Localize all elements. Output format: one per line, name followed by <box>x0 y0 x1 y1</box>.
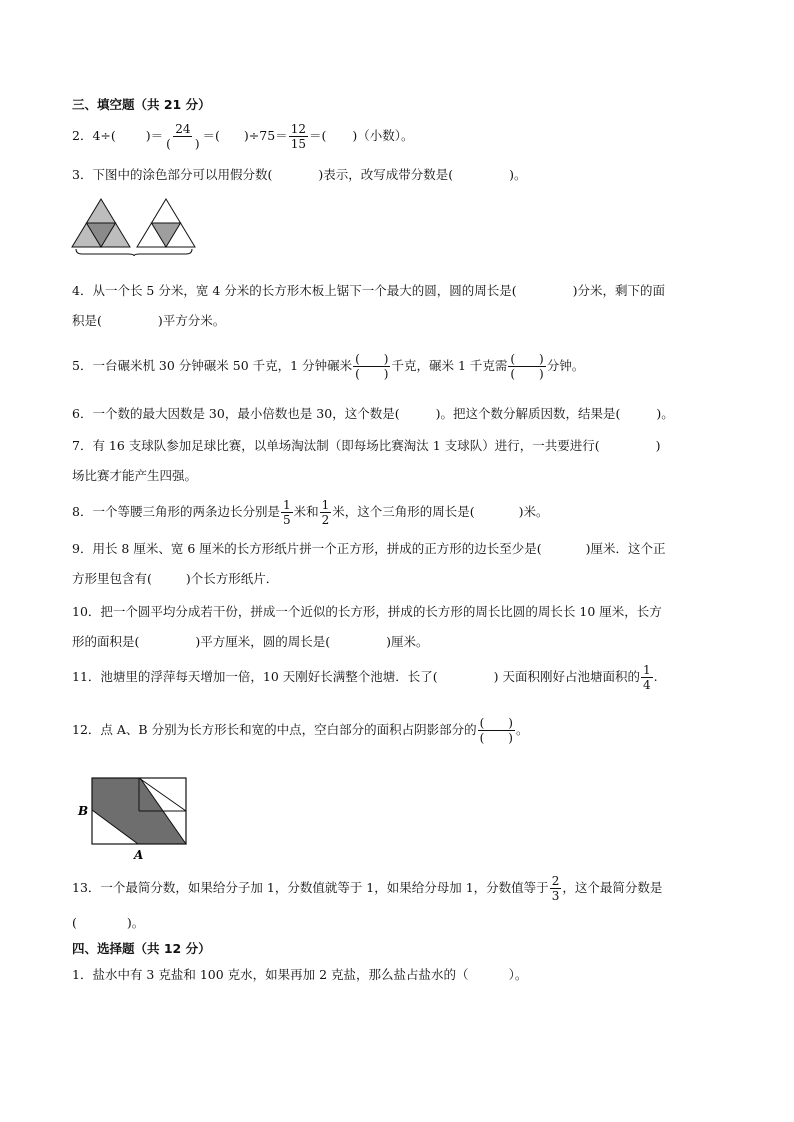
q5-b: 千克，碾米 1 千克需 <box>391 358 508 373</box>
s4q1-text: 1．盐水中有 3 克盐和 100 克水，如果再加 2 克盐，那么盐占盐水的（ <box>72 967 469 982</box>
q7-line1: 7．有 16 支球队参加足球比赛，以单场淘汰制（即每场比赛淘汰 1 支球队）进行，一共要进行( <box>72 438 600 453</box>
question-7-line-2 <box>72 467 197 485</box>
q13-fraction-den: 3 <box>551 889 560 903</box>
q9-line1: 9．用长 8 厘米、宽 6 厘米的长方形纸片拼一个正方形，拼成的正方形的边长至少是( <box>72 541 542 556</box>
q4-line2: 积是( <box>72 313 102 328</box>
q8-fraction-1-num: 1 <box>282 498 291 512</box>
q12-fraction-den: ( ) <box>479 731 513 745</box>
brace <box>76 249 192 256</box>
q4-line2b: )平方分米。 <box>157 313 226 328</box>
q8-fraction-1-den: 5 <box>282 513 291 527</box>
q5-fraction-1-num: ( ) <box>355 352 389 366</box>
question-9-line-2 <box>72 570 278 588</box>
question-11 <box>72 659 658 695</box>
q3-triangles-figure <box>70 195 202 257</box>
q3-text: 3．下图中的涂色部分可以用假分数( <box>72 167 273 182</box>
q11-c: . <box>653 669 658 684</box>
q5-fraction-2-den: ( ) <box>510 367 544 381</box>
q2-number: 2． <box>72 128 93 143</box>
q8-fraction-2-num: 1 <box>321 498 330 512</box>
q2-part5: ＝( <box>308 128 327 143</box>
question-12 <box>72 712 528 748</box>
question-2 <box>72 118 414 154</box>
q10-line2b: )平方厘米，圆的周长是( <box>195 634 331 649</box>
q2-part3: ＝( <box>202 128 220 143</box>
question-10-line-2 <box>72 633 429 651</box>
triangle-2 <box>137 199 195 247</box>
question-13-line-1 <box>72 870 662 906</box>
q4-line1: 4．从一个长 5 分米，宽 4 分米的长方形木板上锯下一个最大的圆，圆的周长是( <box>72 283 517 298</box>
q11-a: 11．池塘里的浮萍每天增加一倍，10 天刚好长满整个池塘．长了( <box>72 669 438 684</box>
q6-b: )。把这个数分解质因数，结果是( <box>435 406 621 421</box>
q10-line2c: )厘米。 <box>386 634 429 649</box>
q3-mid: )表示，改写成带分数是( <box>318 167 454 182</box>
q5-fraction-2-num: ( ) <box>510 352 544 366</box>
q6-c: )。 <box>656 406 674 421</box>
q6-a: 6．一个数的最大因数是 30，最小倍数也是 30，这个数是( <box>72 406 400 421</box>
question-5 <box>72 348 584 384</box>
q5-fraction-2 <box>508 352 545 381</box>
q4-line1b: )分米，剩下的面 <box>572 283 666 298</box>
q11-fraction-num: 1 <box>643 663 651 677</box>
q12-fraction-num: ( ) <box>479 716 513 730</box>
q8-d: )米。 <box>518 504 549 519</box>
question-10-line-1 <box>72 603 662 621</box>
q7-line1b: ) <box>655 438 661 453</box>
question-13-line-2 <box>72 914 144 932</box>
q13-line2: ( )。 <box>72 915 145 930</box>
q2-fraction-1-denominator: ( ) <box>166 137 200 151</box>
s4q1-end: ）。 <box>508 967 528 982</box>
q8-fraction-2-den: 2 <box>321 513 330 527</box>
q11-fraction-den: 4 <box>643 678 651 692</box>
q5-a: 5．一台碾米机 30 分钟碾米 50 千克，1 分钟碾米 <box>72 358 353 373</box>
q12-rectangle-figure <box>74 772 192 864</box>
q11-b: ) 天面积刚好占池塘面积的 <box>493 669 641 684</box>
q12-label-b: B <box>78 804 89 818</box>
q2-fraction-2-denominator: 15 <box>290 137 306 151</box>
triangle-1 <box>72 199 130 247</box>
q8-fraction-2 <box>320 498 332 527</box>
question-7-line-1 <box>72 437 660 455</box>
q7-line2: 场比赛才能产生四强。 <box>72 468 198 483</box>
question-6 <box>72 405 674 423</box>
q13-fraction <box>550 874 562 903</box>
q10-line2: 形的面积是( <box>72 634 140 649</box>
q2-fraction-2-numerator: 12 <box>290 122 306 136</box>
q2-fraction-2 <box>289 122 308 151</box>
question-9-line-1 <box>72 540 666 558</box>
question-4-line-2 <box>72 312 225 330</box>
q3-end: )。 <box>509 167 527 182</box>
section-4-title: 四、选择题（共 12 分） <box>72 941 211 956</box>
q12-end: 。 <box>515 722 529 737</box>
q2-fraction-1 <box>164 122 201 151</box>
q8-b: 米和 <box>293 504 319 519</box>
q11-fraction <box>641 663 653 692</box>
q13-fraction-num: 2 <box>551 874 560 888</box>
q2-part6: )（小数）。 <box>352 128 414 143</box>
q5-c: 分钟。 <box>546 358 585 373</box>
q2-part2: )＝ <box>145 128 164 143</box>
q10-line1: 10．把一个圆平均分成若干份，拼成一个近似的长方形，拼成的长方形的周长比圆的周长长 10 厘米，长方 <box>72 604 662 619</box>
q9-line2b: )个长方形纸片． <box>185 571 279 586</box>
q2-part1: 4÷( <box>92 128 116 143</box>
q2-fraction-1-numerator: 24 <box>175 122 191 136</box>
q9-line2: 方形里包含有( <box>72 571 152 586</box>
q12-label-a: A <box>134 848 144 862</box>
q5-fraction-1 <box>353 352 390 381</box>
q9-line1b: )厘米．这个正 <box>585 541 666 556</box>
q5-fraction-1-den: ( ) <box>355 367 389 381</box>
section-3-title: 三、填空题（共 21 分） <box>72 97 211 112</box>
section-4-question-1 <box>72 966 527 984</box>
q8-fraction-1 <box>281 498 293 527</box>
q2-part4: )÷75＝ <box>243 128 288 143</box>
q12-a: 12．点 A、B 分别为长方形长和宽的中点，空白部分的面积占阴影部分的 <box>72 722 477 737</box>
q8-c: 米，这个三角形的周长是( <box>332 504 475 519</box>
q8-a: 8．一个等腰三角形的两条边长分别是 <box>72 504 280 519</box>
question-8 <box>72 494 549 530</box>
question-3 <box>72 166 527 184</box>
q12-fraction <box>478 716 515 745</box>
question-4-line-1 <box>72 282 665 300</box>
q13-b: ，这个最简分数是 <box>562 880 663 895</box>
q13-a: 13．一个最简分数，如果给分子加 1，分数值就等于 1，如果给分母加 1，分数值等于 <box>72 880 549 895</box>
